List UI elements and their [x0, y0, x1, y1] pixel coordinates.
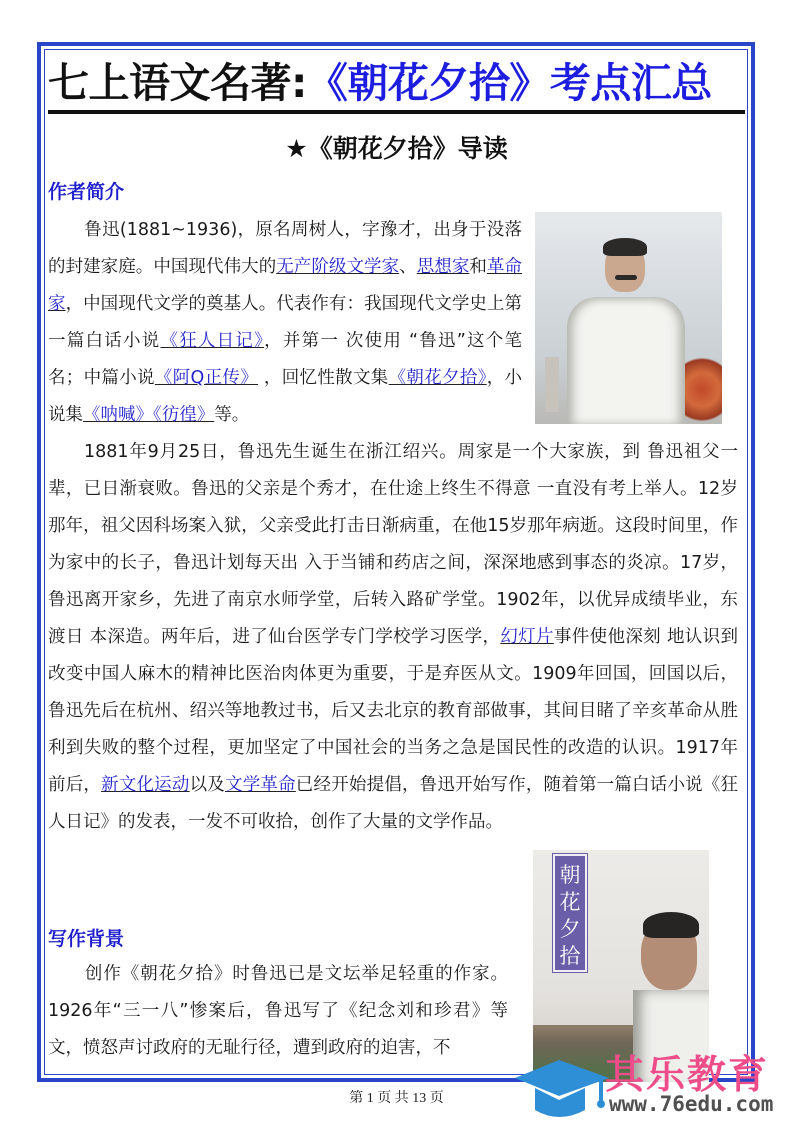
- watermark-url: www.76edu.com: [609, 1092, 774, 1116]
- link-dawn-blossoms[interactable]: 《朝花夕拾》: [388, 368, 487, 388]
- link-proletarian-writer[interactable]: 无产阶级文学家: [276, 257, 400, 277]
- watermark: [509, 1040, 793, 1122]
- background-paragraph-1: 创作《朝花夕拾》时鲁迅已是文坛举足轻重的作家。1926年“三一八”惨案后，鲁迅写了《纪念刘和珍君》等文，愤怒声讨政府的无耻行径，遭到政府的迫害，不: [48, 964, 508, 1058]
- section-subtitle: ★《朝花夕拾》导读: [285, 134, 508, 163]
- title-prefix: 七上语文名著:: [48, 59, 307, 107]
- heading-author-intro: 作者简介: [48, 181, 125, 203]
- heading-writing-background: 写作背景: [48, 928, 125, 950]
- author-paragraph-1: 鲁迅(1881~1936)，原名周树人，字豫才，出身于没落的封建家庭。中国现代伟大的无产阶级文学家、思想家和革命家，中国现代文学的奠基人。代表作有：我国现代文学史上第一篇白话小说《狂人日记》，并第一 次使用 “鲁迅”这个笔名；中篇小说《阿Q正传》 ，回忆性散文集《朝花夕拾》，小说集《呐喊》《彷徨》等。: [48, 220, 523, 425]
- link-call-to-arms-wandering[interactable]: 《呐喊》《彷徨》: [83, 405, 215, 425]
- title-book: 《朝花夕拾》考点汇总: [306, 59, 712, 107]
- red-leaves-shape: [682, 352, 722, 424]
- link-slide-incident[interactable]: 幻灯片: [500, 627, 554, 647]
- lu-xun-portrait-image: [535, 212, 722, 424]
- watermark-brand: 其乐教育: [605, 1053, 770, 1098]
- link-revolutionary[interactable]: 革命家: [48, 257, 523, 314]
- pagoda-shape: [545, 357, 559, 412]
- link-new-culture-movement[interactable]: 新文化运动: [101, 775, 190, 795]
- page-footer: 第 1 页 共 13 页: [349, 1091, 444, 1106]
- cover-title-label: 朝 花 夕 拾: [553, 854, 587, 972]
- link-diary-of-a-madman[interactable]: 《狂人日记》: [160, 331, 265, 351]
- link-ah-q[interactable]: 《阿Q正传》: [154, 368, 259, 388]
- portrait-hair: [603, 238, 647, 256]
- portrait-mustache: [615, 275, 637, 280]
- link-thinker[interactable]: 思想家: [416, 257, 470, 277]
- portrait-robe: [567, 297, 685, 424]
- cover-figure-hair: [643, 912, 699, 938]
- link-literary-revolution[interactable]: 文学革命: [225, 775, 296, 795]
- author-paragraph-2: 1881年9月25日，鲁迅先生诞生在浙江绍兴。周家是一个大家族，到 鲁迅祖父一辈，已日渐衰败。鲁迅的父亲是个秀才，在仕途上终生不得意 一直没有考上举人。12岁那年，祖父因科场案入狱，父亲受此打击日渐病重，在他15岁那年病逝。这段时间里，作为家中的长子，鲁迅计划每天出 入于当铺和药店之间，深深地感到事态的炎凉。17岁，鲁迅离开家乡，先进了南京水师学堂，后转入路矿学堂。1902年，以优异成绩毕业，东渡日 本深造。两年后，进了仙台医学专门学校学习医学，幻灯片事件使他深刻 地认识到改变中国人麻木的精神比医治肉体更为重要，于是弃医从文。1909年回国，回国以后，鲁迅先后在杭州、绍兴等地教过书，后又去北京的教育部做事，其间目睹了辛亥革命从胜利到失败的整个过程，更加坚定了中国社会的当务之急是国民性的改造的认识。1917年前后，新文化运动以及文学革命已经开始提倡，鲁迅开始写作，随着第一篇白话小说《狂人日记》的发表，一发不可收拾，创作了大量的文学作品。: [48, 442, 739, 832]
- page-title: [48, 56, 745, 114]
